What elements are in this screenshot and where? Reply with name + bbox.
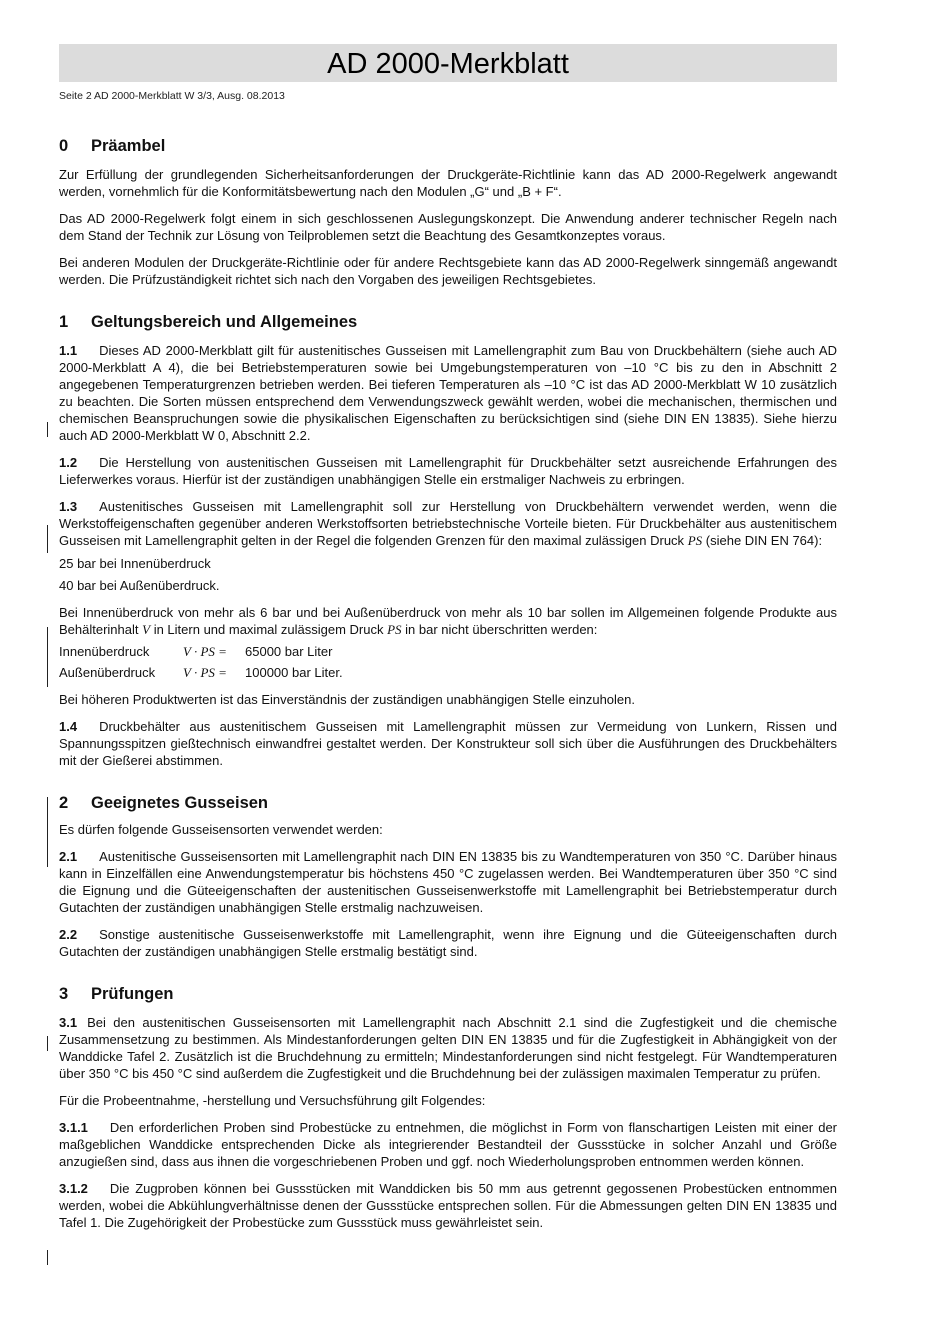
change-bar	[47, 1036, 48, 1051]
paragraph: Es dürfen folgende Gusseisensorten verwendet werden:	[59, 822, 383, 837]
paragraph-3-1-1	[59, 1119, 837, 1170]
paragraph-2-2	[59, 926, 837, 960]
clause-text: Die Zugproben können bei Gussstücken mit Wanddicken bis 50 mm aus getrennt gegossenen Probestücken entnommen werden, wobei die Abkühlungverhältnisse denen der Gussstücke entsprechen sollen. Für die Abmessungen gelten DIN EN 13835 und Tafel 1. Die Zugehörigkeit der Probestücke zum Gussstück muss gewährleistet sein.	[59, 1181, 837, 1230]
clause-number: 3.1.1	[59, 1120, 88, 1135]
paragraph-1-3	[59, 498, 837, 549]
limit-inner: 25 bar bei Innenüberdruck	[59, 556, 211, 571]
page-subhead: Seite 2 AD 2000-Merkblatt W 3/3, Ausg. 08.2013	[59, 90, 285, 102]
paragraph-3-1-2	[59, 1180, 837, 1231]
change-bar	[47, 525, 48, 553]
clause-text: Bei den austenitischen Gusseisensorten mit Lamellengraphit nach Abschnitt 2.1 sind die Zugfestigkeit und die chemische Zusammensetzung zu bestimmen. Als Mindestanforderungen gelten DIN EN 13835 und für die Zugfestigkeit in Abhängigkeit von der Wanddicke Tafel 2. Zusätzlich ist die Bruchdehnung zu ermitteln; Mindestanforderungen sind nicht festgelegt. Für Wandtemperaturen über 350 °C bis 450 °C sind außerdem die Zugfestigkeit und die Bruchdehnung bei der zulässigen maximalen Temperatur zu prüfen.	[59, 1015, 837, 1081]
document-page	[59, 44, 837, 1231]
clause-number: 1.2	[59, 455, 78, 470]
clause-text: Austenitische Gusseisensorten mit Lamellengraphit nach DIN EN 13835 bis zu Wandtemperaturen von 350 °C. Darüber hinaus kann in Einzelfällen eine Anwendungstemperatur bis höchstens 450 °C zugelassen werden. Bei Wandtemperaturen über 350 °C sind die Eignung und die Güteeigenschaften der austenitischen Gusseisenwerkstoffe mit Lamellengraphit bei Betriebstemperatur durch Gutachten der zuständigen unabhängigen Stelle erstmalig nachzuweisen.	[59, 849, 837, 915]
paragraph: Zur Erfüllung der grundlegenden Sicherheitsanforderungen der Druckgeräte-Richtlinie kann das AD 2000-Regelwerk angewandt werden, vornehmlich für die Konformitätsbewertung nach den Modulen „G“ und „B + F“.	[59, 167, 837, 199]
document-title: AD 2000-Merkblatt	[59, 44, 837, 82]
clause-text: Die Herstellung von austenitischen Gusseisen mit Lamellengraphit für Druckbehälter setzt ausreichende Erfahrungen des Lieferwerkes voraus. Hierfür ist der zuständigen unabhängigen Stelle ein erstmaliger Nachweis zu erbringen.	[59, 455, 837, 487]
section-number: 1	[59, 313, 69, 331]
clause-number: 2.2	[59, 927, 78, 942]
section-title: Prüfungen	[91, 985, 174, 1003]
paragraph: Für die Probeentnahme, -herstellung und Versuchsführung gilt Folgendes:	[59, 1093, 486, 1108]
paragraph-1-4	[59, 718, 837, 769]
section-number: 3	[59, 985, 69, 1003]
section-3-heading	[59, 984, 837, 1004]
clause-text: Sonstige austenitische Gusseisenwerkstoffe mit Lamellengraphit, wenn ihre Eignung und die Güteeigenschaften durch Gutachten der zuständigen unabhängigen Stelle erstmalig bestätigt sind.	[59, 927, 837, 959]
paragraph-3-1	[59, 1014, 837, 1082]
change-bar	[47, 627, 48, 687]
symbol-ps: PS	[387, 622, 402, 637]
symbol-ps: PS	[687, 533, 703, 548]
paragraph-1-2	[59, 454, 837, 488]
clause-number: 1.1	[59, 343, 78, 358]
change-bar	[47, 422, 48, 437]
paragraph: Bei anderen Modulen der Druckgeräte-Richtlinie oder für andere Rechtsgebiete kann das AD 2000-Regelwerk sinngemäß angewandt werden. Die Prüfzuständigkeit richtet sich nach den Vorgaben des jeweiligen Rechtsgebietes.	[59, 255, 837, 287]
formula-label: Innenüberdruck	[59, 644, 150, 659]
paragraph: Bei höheren Produktwerten ist das Einverständnis der zuständigen unabhängigen Stelle einzuholen.	[59, 692, 635, 707]
paragraph	[59, 604, 837, 638]
formula-outer	[59, 664, 837, 681]
clause-number: 2.1	[59, 849, 78, 864]
section-title: Präambel	[91, 137, 166, 155]
section-0-heading	[59, 136, 837, 156]
clause-text: Dieses AD 2000-Merkblatt gilt für austenitisches Gusseisen mit Lamellengraphit zum Bau von Druckbehältern (siehe auch AD 2000-Merkblatt A 4), die bei Betriebstemperaturen sowie bei Umgebungstemperaturen von –10 °C bis zu den in Abschnitt 2 angegebenen Temperaturgrenzen betrieben werden. Bei tieferen Temperaturen als –10 °C ist das AD 2000-Merkblatt W 10 zusätzlich zu beachten. Die Sorten müssen entsprechend dem Verwendungszweck gewählt werden, wobei die mechanischen, thermischen und chemischen Beanspruchungen sowie die physikalischen Eigenschaften zu berücksichtigen sind (siehe DIN EN 13835). Siehe hierzu auch AD 2000-Merkblatt W 0, Abschnitt 2.2.	[59, 343, 837, 443]
section-title: Geeignetes Gusseisen	[91, 794, 268, 812]
clause-number: 1.4	[59, 719, 78, 734]
section-1-heading	[59, 312, 837, 332]
section-number: 0	[59, 137, 69, 155]
clause-text: Austenitisches Gusseisen mit Lamellengraphit soll zur Herstellung von Druckbehältern verwendet werden, wenn die Werkstoffeigenschaften gegenüber anderen Werkstoffsorten betriebstechnische Vorteile bieten. Für Druckbehälter aus austenitischem Gusseisen mit Lamellengraphit gelten in der Regel die folgenden Grenzen für den maximal zulässigen Druck	[59, 499, 837, 548]
clause-text: Druckbehälter aus austenitischem Gusseisen mit Lamellengraphit müssen zur Vermeidung von Lunkern, Rissen und Spannungsspitzen gießtechnisch einwandfrei gestaltet werden. Der Konstrukteur soll sich über die Ausführungen des Druckbehälters mit der Gießerei abstimmen.	[59, 719, 837, 768]
formula-label: Außenüberdruck	[59, 665, 156, 680]
clause-text: Den erforderlichen Proben sind Probestücke zu entnehmen, die möglichst in Form von flanschartigen Leisten mit einer der maßgeblichen Wanddicke entsprechenden Dicke als integrierender Bestandteil der Gussstücke in solcher Anzahl und Größe anzugießen sind, dass aus ihnen die vorgeschriebenen Proben und ggf. noch Wiederholungsproben entnommen werden können.	[59, 1120, 837, 1169]
change-bar	[47, 1250, 48, 1265]
clause-text: (siehe DIN EN 764):	[705, 533, 823, 548]
formula-inner	[59, 643, 837, 660]
formula-expression: V · PS =	[183, 644, 227, 659]
formula-value: 65000 bar Liter	[245, 644, 333, 659]
limit-outer: 40 bar bei Außenüberdruck.	[59, 578, 220, 593]
clause-text: Bei Innenüberdruck von mehr als 6 bar und bei Außenüberdruck von mehr als 10 bar sollen im Allgemeinen folgende Produkte aus Behälterinhalt	[59, 605, 837, 637]
paragraph-1-1	[59, 342, 837, 444]
paragraph: Das AD 2000-Regelwerk folgt einem in sich geschlossenen Auslegungskonzept. Die Anwendung anderer technischer Regeln nach dem Stand der Technik zur Lösung von Teilproblemen setzt die Beachtung des Gesamtkonzeptes voraus.	[59, 211, 837, 243]
clause-text: in Litern und maximal zulässigem Druck	[153, 622, 384, 637]
section-title: Geltungsbereich und Allgemeines	[91, 313, 358, 331]
clause-number: 3.1.2	[59, 1181, 88, 1196]
change-bar	[47, 797, 48, 867]
clause-number: 1.3	[59, 499, 78, 514]
section-number: 2	[59, 794, 69, 812]
symbol-v: V	[142, 622, 151, 637]
section-2-heading	[59, 793, 837, 813]
clause-text: in bar nicht überschritten werden:	[405, 622, 598, 637]
paragraph-2-1	[59, 848, 837, 916]
clause-number: 3.1	[59, 1015, 78, 1030]
formula-expression: V · PS =	[183, 665, 227, 680]
formula-value: 100000 bar Liter.	[245, 665, 343, 680]
